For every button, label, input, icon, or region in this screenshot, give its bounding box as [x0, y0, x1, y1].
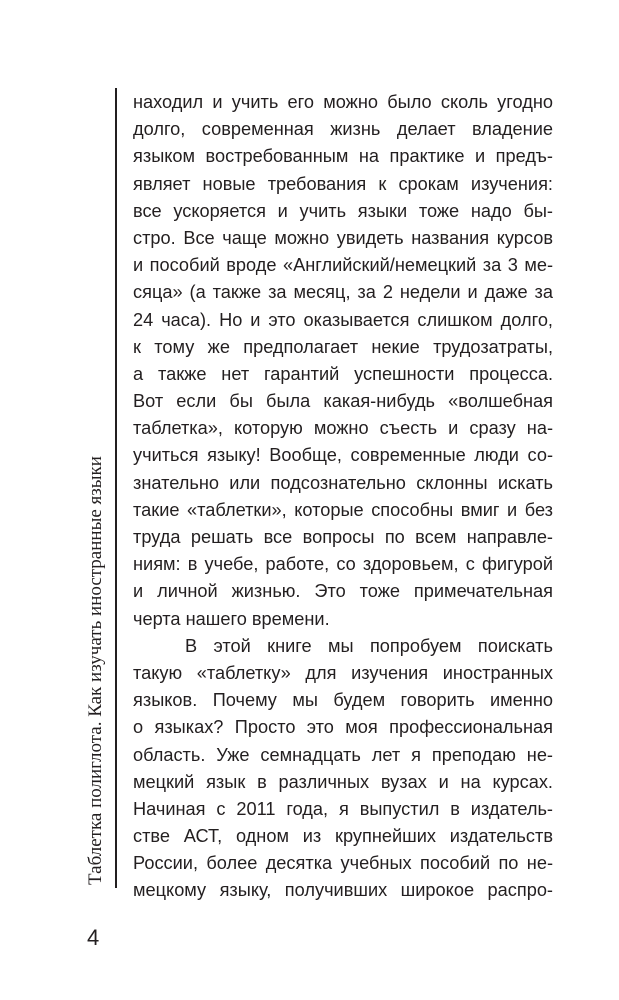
text-line: Начиная с 2011 года, я выпустил в издатель-	[133, 798, 553, 819]
text-line: все ускоряется и учить языки тоже надо бы-	[133, 200, 553, 221]
text-line: область. Уже семнадцать лет я преподаю не-	[133, 744, 553, 765]
text-line: стве АСТ, одном из крупнейших издательств	[133, 826, 553, 847]
text-line: ниям: в учебе, работе, со здоровьем, с фигурой	[133, 554, 553, 575]
text-line: языков. Почему мы будем говорить именно	[133, 690, 553, 711]
text-line: такую «таблетку» для изучения иностранных	[133, 662, 553, 683]
margin-rule	[115, 88, 117, 888]
text-line: 24 часа). Но и это оказывается слишком долго,	[133, 309, 553, 330]
text-line: а также нет гарантий успешности процесса.	[133, 363, 553, 384]
text-line: языком востребованным на практике и предъ-	[133, 146, 553, 167]
text-line: труда решать все вопросы по всем направле-	[133, 527, 553, 547]
text-line: мецкому языку, получивших широкое распро-	[133, 880, 553, 901]
page-number: 4	[87, 925, 100, 950]
text-line: России, более десятка учебных пособий по не-	[133, 853, 553, 874]
text-line: таблетка», которую можно съесть и сразу на-	[133, 418, 553, 439]
text-line: В этой книге мы попробуем поискать	[185, 635, 553, 656]
running-header: Таблетка полиглота. Как изучать иностранные языки	[85, 456, 106, 885]
text-line: являет новые требования к срокам изучения:	[133, 173, 553, 194]
text-line: о языках? Просто это моя профессиональная	[133, 717, 553, 738]
text-line: и пособий вроде «Английский/немецкий за 3 ме-	[133, 255, 553, 276]
body-text	[133, 89, 553, 905]
text-line: сяца» (а также за месяц, за 2 недели и даже за	[133, 282, 553, 303]
text-line: к тому же предполагает некие трудозатраты,	[133, 336, 553, 357]
text-line: долго, современная жизнь делает владение	[133, 119, 553, 140]
text-line: и личной жизнью. Это тоже примечательная	[133, 581, 553, 602]
text-line: находил и учить его можно было сколь угодно	[133, 92, 553, 112]
text-line: мецкий язык в различных вузах и на курсах.	[133, 771, 553, 792]
text-line: такие «таблетки», которые способны вмиг и без	[133, 499, 553, 520]
text-line: черта нашего времени.	[133, 608, 330, 629]
text-line: знательно или подсознательно склонны искать	[133, 472, 553, 493]
text-line: учиться языку! Вообще, современные люди со-	[133, 445, 553, 466]
text-line: стро. Все чаще можно увидеть названия курсов	[133, 227, 553, 248]
text-line: Вот если бы была какая-нибудь «волшебная	[133, 391, 553, 412]
